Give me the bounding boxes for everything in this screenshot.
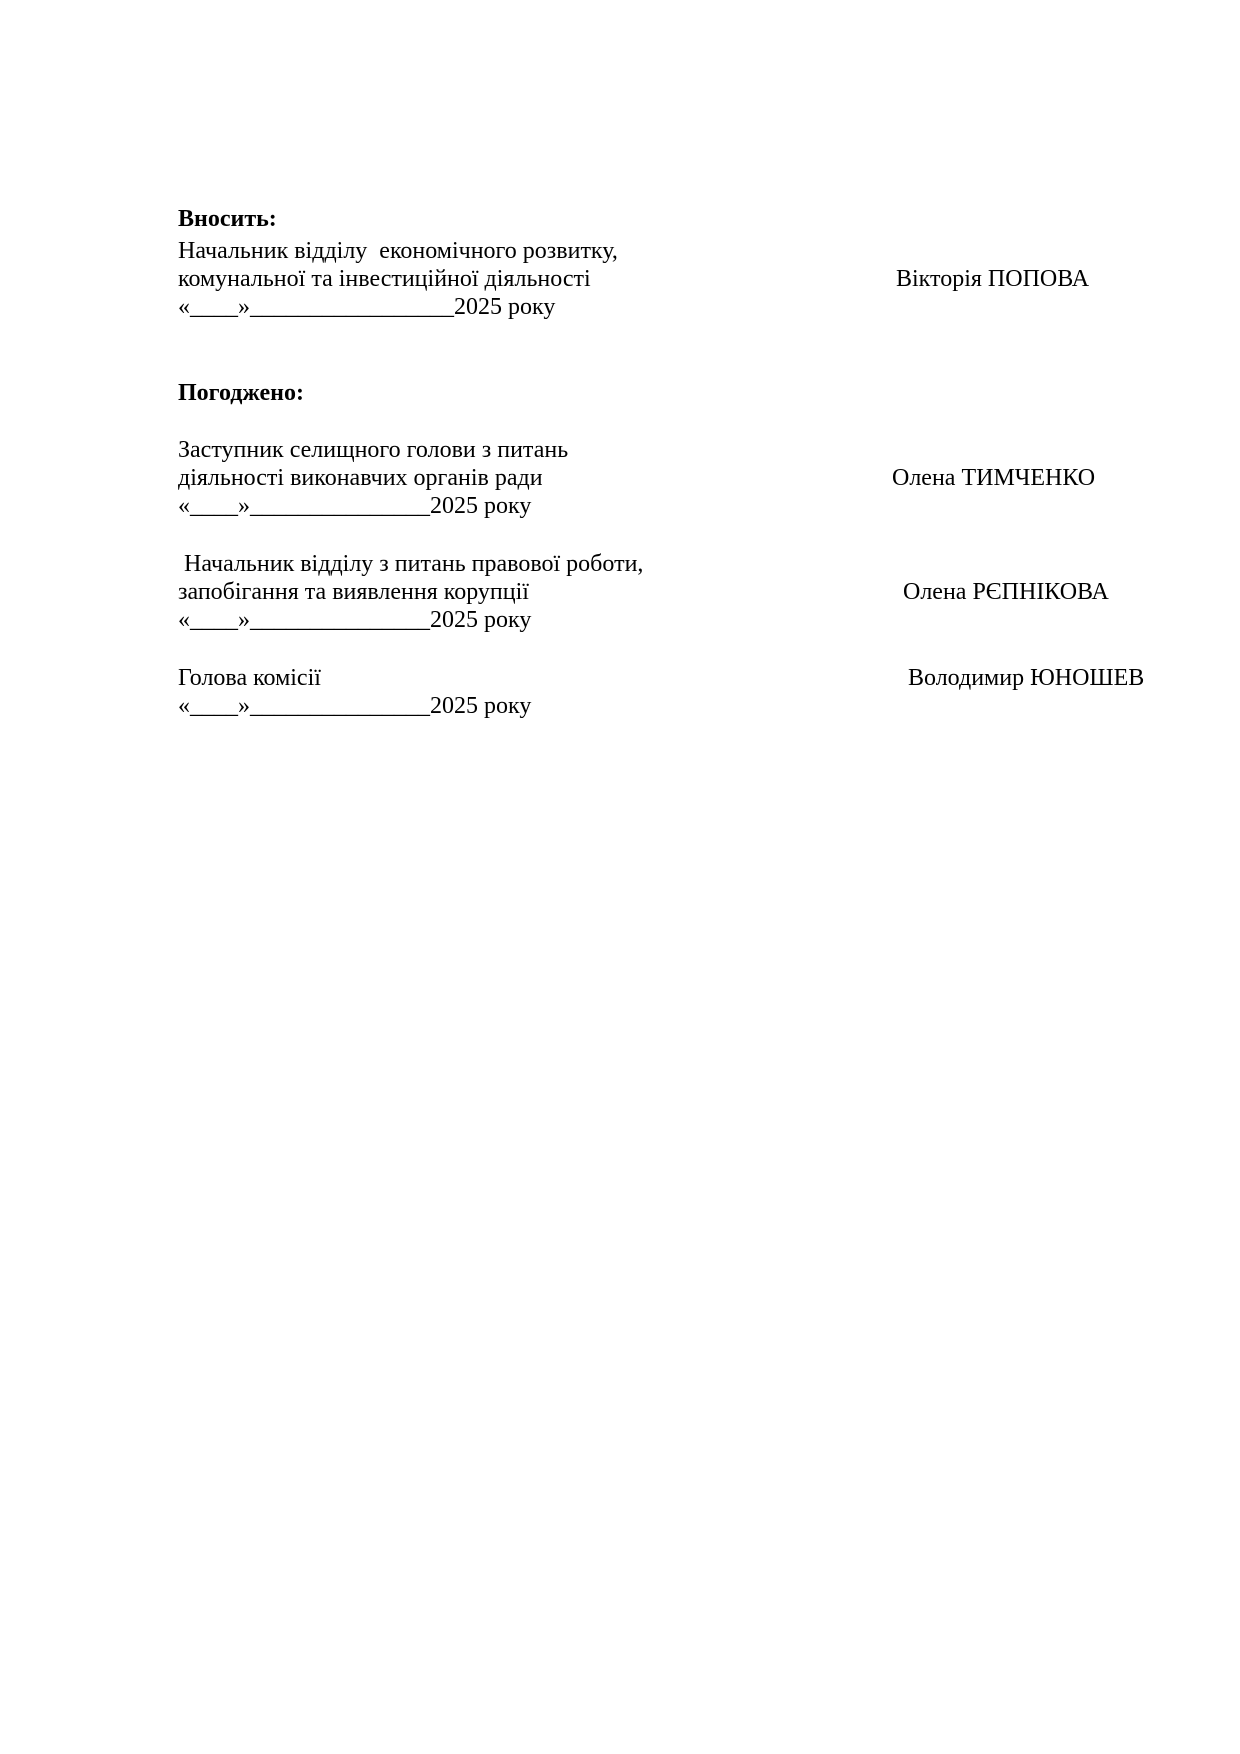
submitter-position-line-2: комунальної та інвестиційної діяльності [178, 266, 591, 292]
approver-3-date-line: «____»_______________2025 року [178, 693, 532, 719]
submitter-position-line-1: Начальник відділу економічного розвитку, [178, 238, 618, 264]
approver-2-position-line-1: Начальник відділу з питань правової роботи, [178, 551, 644, 577]
approver-1-position-line-1: Заступник селищного голови з питань [178, 437, 569, 463]
approver-1-position-line-2: діяльності виконавчих органів ради [178, 465, 543, 491]
approver-2-position-line-2: запобігання та виявлення корупції [178, 579, 529, 605]
submitter-date-line: «____»_________________2025 року [178, 294, 556, 320]
approved-heading: Погоджено: [178, 380, 304, 406]
approver-3-name: Володимир ЮНОШЕВ [908, 665, 1145, 691]
approver-1-date-line: «____»_______________2025 року [178, 493, 532, 519]
approver-2-name: Олена РЄПНІКОВА [903, 579, 1109, 605]
approver-3-position-line-1: Голова комісії [178, 665, 321, 691]
submitter-name: Вікторія ПОПОВА [896, 266, 1090, 292]
submitted-by-heading: Вносить: [178, 206, 277, 232]
approver-2-date-line: «____»_______________2025 року [178, 607, 532, 633]
approver-1-name: Олена ТИМЧЕНКО [892, 465, 1096, 491]
